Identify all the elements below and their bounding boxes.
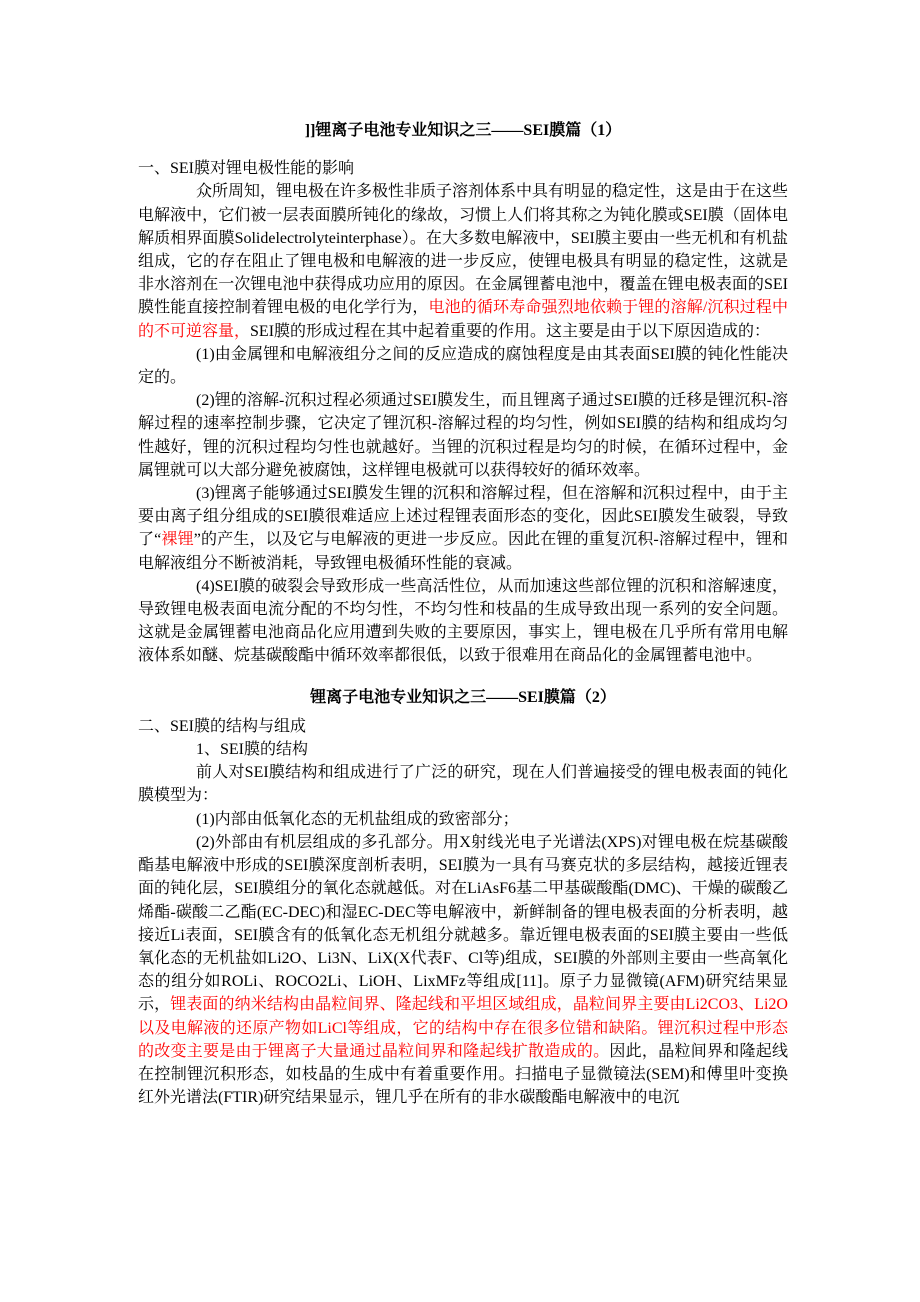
- body-text: 因此，晶粒间界和隆起线在控制锂沉积形态，如枝晶的生成中有着重要作用。扫描电子显微镜法(SEM)和傅里叶变换红外光谱法(FTIR)研究结果显示，锂几乎在所有的非水碳酸酯电解液中的电沉: [138, 1042, 788, 1107]
- body-text: (2)锂的溶解-沉积过程必须通过SEI膜发生，而且锂离子通过SEI膜的迁移是锂沉积-溶解过程的速率控制步骤，它决定了锂沉积-溶解过程的均匀性，例如SEI膜的结构和组成均匀性越好，锂的沉积过程均匀性也就越好。当锂的沉积过程是均匀的时候，在循环过程中，金属锂就可以大部分避免被腐蚀，这样锂电极就可以获得较好的循环效率。: [138, 392, 788, 479]
- body-text: (1)由金属锂和电解液组分之间的反应造成的腐蚀程度是由其表面SEI膜的钝化性能决定的。: [138, 345, 788, 387]
- emphasis-red-text: 电池的循环寿命强烈地依赖于锂的溶解/沉积过程中的不可逆容量，: [138, 299, 788, 340]
- doc-title-part1: ]]锂离子电池专业知识之三——SEI膜篇（1）: [304, 122, 622, 139]
- reason-1-paragraph: [138, 343, 788, 389]
- intro-paragraph: [138, 180, 788, 342]
- body-text: (2)外部由有机层组成的多孔部分。用X射线光电子光谱法(XPS)对锂电极在烷基碳酸酯基电解液中形成的SEI膜深度剖析表明，SEI膜为一具有马赛克状的多层结构，越接近锂表面的钝化层，SEI膜组分的氧化态就越低。对在LiAsF6基二甲基碳酸酯(DMC)、干燥的碳酸乙烯酯-碳酸二乙酯(EC-DEC)和湿EC-DEC等电解液中，新鲜制备的锂电极表面的分析表明，越接近Li表面，SEI膜含有的低氧化态无机组分就越多。靠近锂电极表面的SEI膜主要由一些低氧化态的无机盐如Li2O、Li3N、LiX(X代表F、Cl等)组成，SEI膜的外部则主要由一些高氧化态的组分如ROLi、ROCO2Li、LiOH、LixMFz等组成[11]。原子力显微镜(AFM)研究结果显示，: [138, 833, 788, 1014]
- doc-title-part2: 锂离子电池专业知识之三——SEI膜篇（2）: [310, 688, 616, 706]
- body-text: (4)SEI膜的破裂会导致形成一些高活性位，从而加速这些部位锂的沉积和溶解速度，导致锂电极表面电流分配的不均匀性，不均匀性和枝晶的生成导致出现一系列的安全问题。这就是金属锂蓄电池商品化应用遭到失败的主要原因，事实上，锂电极在几乎所有常用电解液体系如醚、烷基碳酸酯中循环效率都很低，以致于很难用在商品化的金属锂蓄电池中。: [138, 577, 788, 665]
- reason-3-paragraph: [138, 482, 788, 575]
- body-text: (3)锂离子能够通过SEI膜发生锂的沉积和溶解过程，但在溶解和沉积过程中，由于主要由离子组分组成的SEI膜很难适应上述过程锂表面形态的变化，因此SEI膜发生破裂，导致了“: [138, 485, 788, 549]
- reason-4-paragraph: [138, 575, 788, 668]
- emphasis-red-text: 锂表面的纳米结构由晶粒间界、隆起线和平坦区域组成，晶粒间界主要由Li2CO3、Li2O以及电解液的还原产物如LiCl等组成，它的结构中存在很多位错和缺陷。锂沉积过程中形态的改变主要是由于锂离子大量通过晶粒间界和隆起线扩散造成的。: [138, 996, 788, 1060]
- document-content: [138, 0, 788, 1109]
- model-item-1-paragraph: [138, 808, 788, 831]
- body-text: SEI膜的形成过程在其中起着重要的作用。这主要是由于以下原因造成的：: [250, 322, 771, 340]
- section1-heading: 一、SEI膜对锂电极性能的影响: [138, 160, 355, 178]
- body-text: 前人对SEI膜结构和组成进行了广泛的研究，现在人们普遍接受的锂电极表面的钝化膜模型为：: [138, 764, 788, 805]
- model-item-2-paragraph: [138, 831, 788, 1109]
- body-text: 众所周知，锂电极在许多极性非质子溶剂体系中具有明显的稳定性，这是由于在这些电解液中，它们被一层表面膜所钝化的缘故，习惯上人们将其称之为钝化膜或SEI膜（固体电解质相界面膜Solidelectrolyteinterphase）。在大多数电解液中，SEI膜主要由一些无机和有机盐组成，它的存在阻止了锂电极和电解液的进一步反应，使锂电极具有明显的稳定性，这就是非水溶剂在一次锂电池中获得成功应用的原因。在金属锂蓄电池中，覆盖在锂电极表面的SEI膜性能直接控制着锂电极的电化学行为，: [138, 183, 789, 317]
- subsection-heading: 1、SEI膜的结构: [196, 741, 309, 759]
- body-text: ”的产生，以及它与电解液的更进一步反应。因此在锂的重复沉积-溶解过程中，锂和电解液组分不断被消耗，导致锂电极循环性能的衰减。: [138, 531, 788, 572]
- structure-intro-paragraph: [138, 761, 788, 807]
- section2-heading: 二、SEI膜的结构与组成: [138, 717, 307, 735]
- emphasis-red-text: 裸锂: [161, 531, 194, 549]
- reason-2-paragraph: [138, 389, 788, 482]
- body-text: (1)内部由低氧化态的无机盐组成的致密部分；: [196, 810, 519, 828]
